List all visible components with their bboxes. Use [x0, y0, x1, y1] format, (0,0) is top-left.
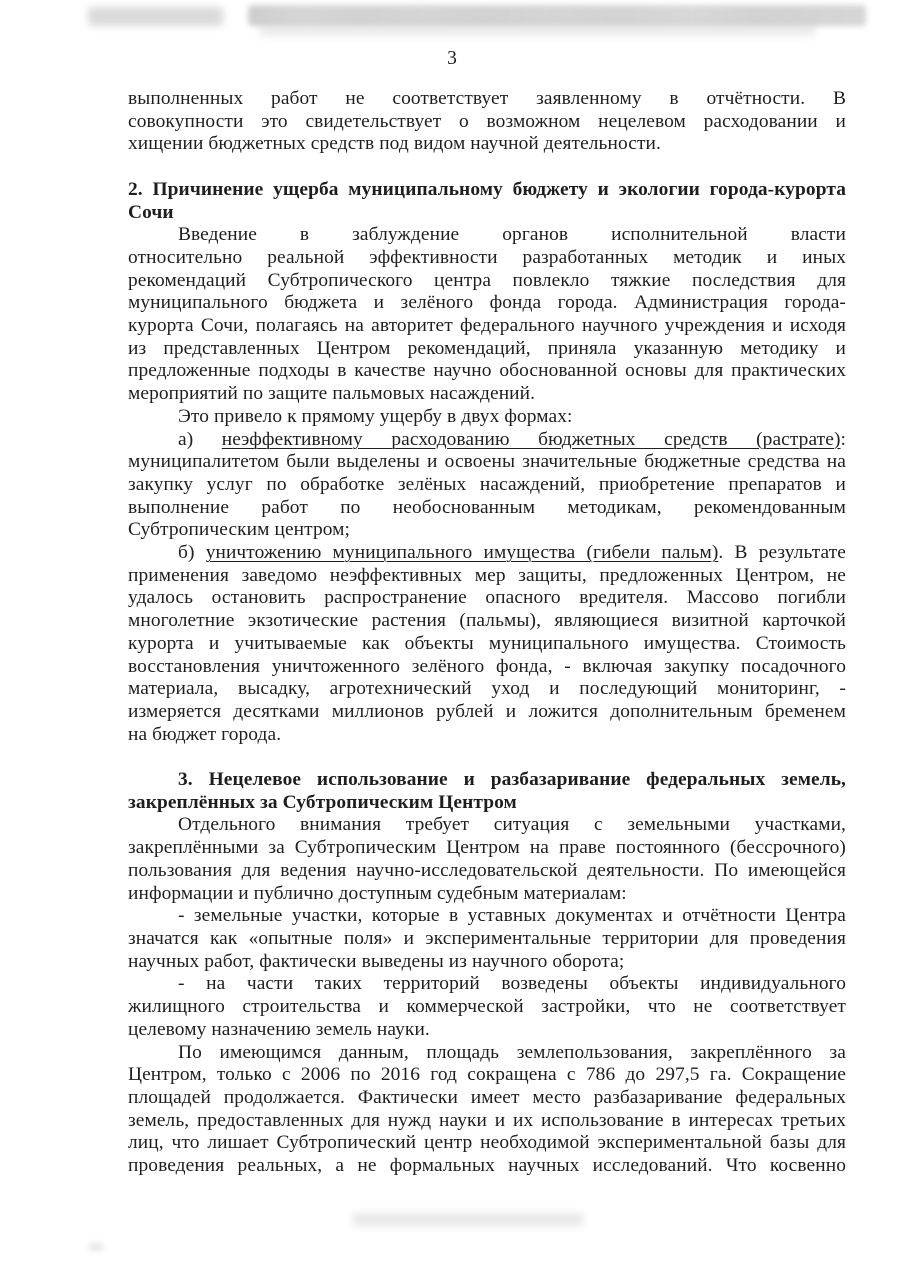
text-line: лиц, что лишает Субтропический центр необходимой экспериментальной базы для — [128, 1132, 846, 1154]
text-line: Сочи — [128, 201, 174, 223]
text-line: Отдельного внимания требует ситуация с земельными участками, — [178, 814, 846, 836]
text-line: информации и публично доступным судебным материалам: — [128, 882, 627, 904]
text-line: из представленных Центром рекомендаций, приняла указанную методику и — [128, 337, 846, 359]
text-line: а) неэффективному расходованию бюджетных средств (растрате): — [178, 428, 846, 450]
scan-smudge-top-left — [88, 7, 223, 26]
scan-smudge-top-band — [248, 5, 866, 26]
text-line: хищении бюджетных средств под видом научной деятельности. — [128, 133, 661, 155]
paragraph — [128, 224, 846, 406]
text-line: - земельные участки, которые в уставных документах и отчётности Центра — [178, 905, 846, 927]
text-line: рекомендаций Субтропического центра повлекло тяжкие последствия для — [128, 269, 846, 291]
text-line: курорта Сочи, полагаясь на авторитет федерального научного учреждения и исходя — [128, 315, 846, 337]
text-line: целевому назначению земель науки. — [128, 1018, 430, 1040]
paragraph — [128, 1042, 846, 1178]
text-line: многолетние экзотические растения (пальмы), являющиеся визитной карточкой — [128, 610, 846, 632]
text-line: закреплёнными за Субтропическим Центром на праве постоянного (бессрочного) — [128, 837, 846, 859]
text-line: земель, предоставленных для нужд науки и их использование в интересах третьих — [128, 1109, 846, 1131]
text-line: восстановления уничтоженного зелёного фонда, - включая закупку посадочного — [128, 655, 846, 677]
paragraph — [128, 814, 846, 905]
text-line: совокупности это свидетельствует о возможном нецелевом расходовании и — [128, 110, 846, 132]
paragraph — [128, 88, 846, 156]
paragraph — [128, 542, 846, 746]
text-line: на бюджет города. — [128, 723, 282, 745]
text-line: 3. Нецелевое использование и разбазаривание федеральных земель, — [178, 769, 846, 791]
document-body — [128, 88, 846, 1178]
text-line: применения заведомо неэффективных мер защиты, предложенных Центром, не — [128, 564, 846, 586]
text-line: значатся как «опытные поля» и экспериментальные территории для проведения — [128, 927, 846, 949]
scan-smudge-bottom — [352, 1213, 584, 1226]
text-line: муниципалитетом были выделены и освоены значительные бюджетные средства на — [128, 451, 846, 473]
text-line: Это привело к прямому ущербу в двух формах: — [178, 405, 573, 427]
text-line: муниципального бюджета и зелёного фонда города. Администрация города- — [128, 292, 846, 314]
text-line: пользования для ведения научно-исследовательской деятельности. По имеющейся — [128, 859, 846, 881]
paragraph — [128, 905, 846, 973]
text-line: материала, высадку, агротехнический уход и последующий мониторинг, - — [128, 678, 846, 700]
text-line: Субтропическим центром; — [128, 519, 351, 541]
text-line: измеряется десятками миллионов рублей и ложится дополнительным бременем — [128, 700, 846, 722]
paragraph — [128, 406, 846, 429]
text-line: б) уничтожению муниципального имущества (гибели пальм). В результате — [178, 542, 846, 564]
text-line: закреплённых за Субтропическим Центром — [128, 791, 517, 813]
text-line: научных работ, фактически выведены из научного оборота; — [128, 950, 625, 972]
text-line: выполнение работ по необоснованным методикам, рекомендованным — [128, 496, 846, 518]
text-line: площадей продолжается. Фактически имеет место разбазаривание федеральных — [128, 1086, 846, 1108]
text-line: курорта и учитываемые как объекты муниципального имущества. Стоимость — [128, 632, 846, 654]
text-line: - на части таких территорий возведены объекты индивидуального — [178, 973, 846, 995]
text-line: жилищного строительства и коммерческой застройки, что не соответствует — [128, 996, 846, 1018]
page-number: 3 — [447, 48, 457, 69]
text-line: предложенные подходы в качестве научно обоснованной основы для практических — [128, 360, 846, 382]
scan-smudge-bottom-left — [88, 1243, 104, 1251]
text-line: Центром, только с 2006 по 2016 год сокращена с 786 до 297,5 га. Сокращение — [128, 1064, 846, 1086]
section-heading — [128, 769, 846, 814]
section-heading — [128, 179, 846, 224]
text-line: проведения реальных, а не формальных научных исследований. Что косвенно — [128, 1155, 846, 1177]
text-line: выполненных работ не соответствует заявленному в отчётности. В — [128, 88, 846, 109]
text-line: удалось остановить распространение опасного вредителя. Массово погибли — [128, 587, 846, 609]
text-line: По имеющимся данным, площадь землепользования, закреплённого за — [178, 1041, 846, 1063]
text-line: 2. Причинение ущерба муниципальному бюджету и экологии города-курорта — [128, 178, 846, 200]
text-line: закупку услуг по обработке зелёных насаждений, приобретение препаратов и — [128, 473, 846, 495]
text-line: мероприятий по защите пальмовых насаждений. — [128, 383, 536, 405]
text-line: относительно реальной эффективности разработанных методик и иных — [128, 246, 846, 268]
scan-smudge-top-ghost — [260, 25, 815, 36]
text-line: Введение в заблуждение органов исполнительной власти — [178, 224, 846, 246]
paragraph — [128, 973, 846, 1041]
paragraph — [128, 429, 846, 543]
